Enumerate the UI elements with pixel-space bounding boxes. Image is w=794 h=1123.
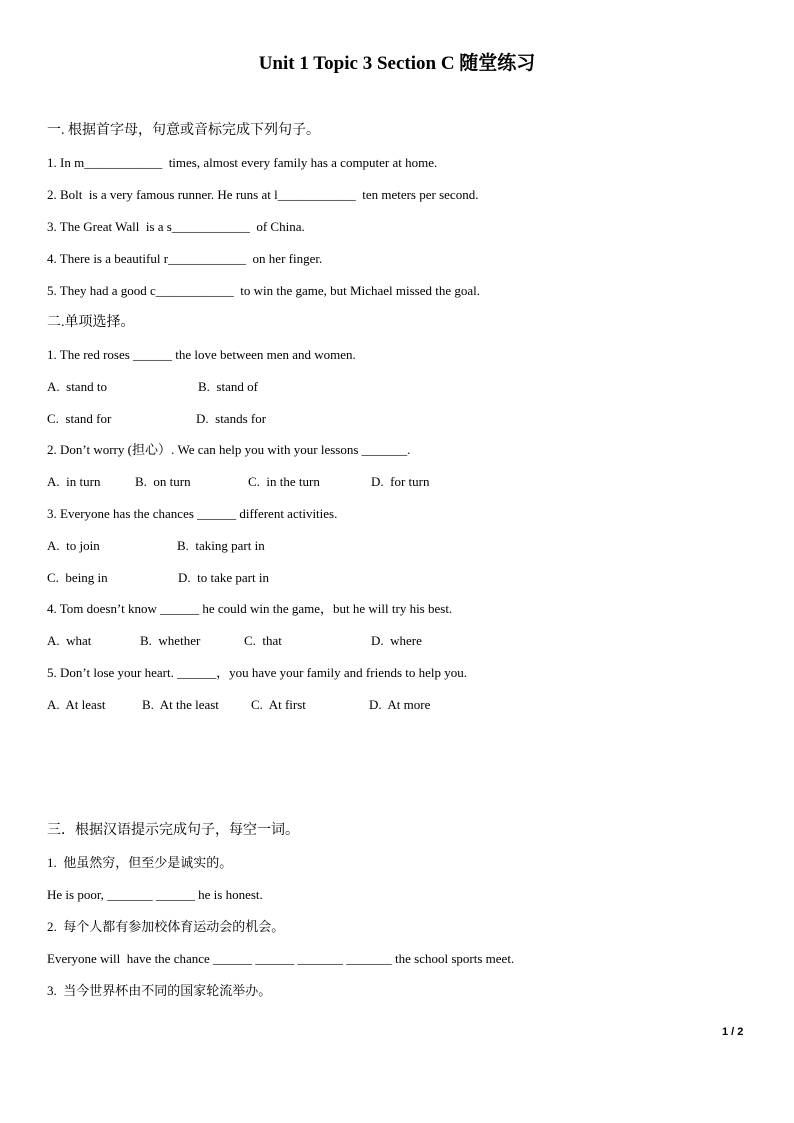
page-title: Unit 1 Topic 3 Section C 随堂练习	[258, 53, 536, 74]
section2-heading: 二.单项选择。	[47, 315, 135, 330]
page-number: 1 / 2	[722, 1026, 744, 1038]
q3-option-b: B. taking part in	[177, 538, 265, 553]
section3-line-1: 1. 他虽然穷，但至少是诚实的。	[47, 855, 233, 870]
section1-item-3: 3. The Great Wall is a s____________ of China.	[47, 219, 305, 234]
question-3: 3. Everyone has the chances ______ different activities.	[47, 506, 338, 521]
q5-option-b: B. At the least	[142, 697, 219, 712]
section3-line-5: 3. 当今世界杯由不同的国家轮流举办。	[47, 983, 272, 998]
section3-heading: 三．根据汉语提示完成句子，每空一词。	[47, 823, 299, 838]
q3-option-c: C. being in	[47, 570, 108, 585]
q4-option-b: B. whether	[140, 633, 201, 648]
section3-line-4: Everyone will have the chance ______ ______ _______ _______ the school sports meet.	[47, 951, 515, 966]
question-4: 4. Tom doesn’t know ______ he could win the game，but he will try his best.	[47, 601, 453, 616]
question-1: 1. The red roses ______ the love between men and women.	[47, 347, 356, 362]
q2-option-b: B. on turn	[135, 474, 191, 489]
q4-option-c: C. that	[244, 633, 282, 648]
q4-option-d: D. where	[371, 633, 422, 648]
section1-item-4: 4. There is a beautiful r____________ on her finger.	[47, 251, 323, 266]
section3-line-2: He is poor, _______ ______ he is honest.	[47, 887, 263, 902]
q1-option-a: A. stand to	[47, 379, 107, 394]
section1-item-1: 1. In m____________ times, almost every family has a computer at home.	[47, 155, 438, 170]
question-2: 2. Don’t worry (担心）. We can help you with your lessons _______.	[47, 442, 411, 457]
q5-option-a: A. At least	[47, 697, 106, 712]
q2-option-a: A. in turn	[47, 474, 101, 489]
section1-item-2: 2. Bolt is a very famous runner. He runs at l____________ ten meters per second.	[47, 187, 479, 202]
section1-heading: 一. 根据首字母，句意或音标完成下列句子。	[47, 123, 320, 138]
q5-option-c: C. At first	[251, 697, 306, 712]
q1-option-d: D. stands for	[196, 411, 267, 426]
q2-option-d: D. for turn	[371, 474, 430, 489]
section1-item-5: 5. They had a good c____________ to win the game, but Michael missed the goal.	[47, 283, 481, 298]
q4-option-a: A. what	[47, 633, 92, 648]
question-5: 5. Don’t lose your heart. ______，you have your family and friends to help you.	[47, 665, 468, 680]
q1-option-c: C. stand for	[47, 411, 112, 426]
q5-option-d: D. At more	[369, 697, 431, 712]
q1-option-b: B. stand of	[198, 379, 258, 394]
q3-option-d: D. to take part in	[178, 570, 269, 585]
q3-option-a: A. to join	[47, 538, 100, 553]
section3-line-3: 2. 每个人都有参加校体育运动会的机会。	[47, 919, 285, 934]
q2-option-c: C. in the turn	[248, 474, 320, 489]
